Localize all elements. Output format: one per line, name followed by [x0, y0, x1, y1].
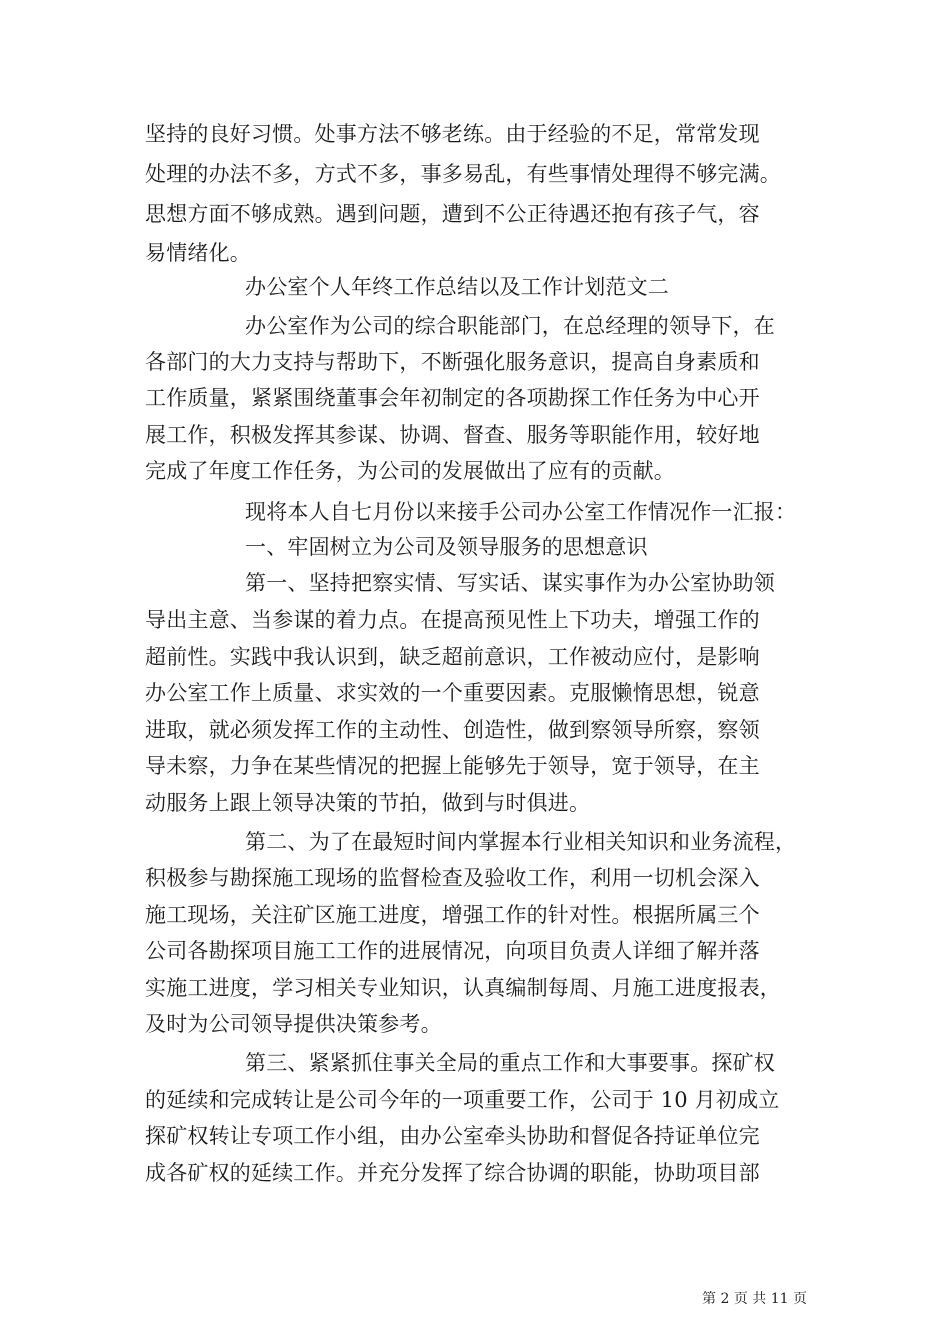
text-line: 各部门的大力支持与帮助下，不断强化服务意识，提高自身素质和 [145, 350, 760, 374]
text-line: 动服务上跟上领导决策的节拍，做到与时俱进。 [145, 791, 591, 815]
text-line: 工作质量，紧紧围绕董事会年初制定的各项勘探工作任务为中心开 [145, 386, 760, 410]
paragraph-start: 第三、紧紧抓住事关全局的重点工作和大事要事。探矿权 [245, 1051, 775, 1075]
text-line: 思想方面不够成熟。遇到问题，遭到不公正待遇还抱有孩子气，容 [145, 202, 760, 226]
text-line: 超前性。实践中我认识到，缺乏超前意识，工作被动应付，是影响 [145, 645, 760, 669]
text-line: 展工作，积极发挥其参谋、协调、督查、服务等职能作用，较好地 [145, 423, 760, 447]
text-line: 办公室工作上质量、求实效的一个重要因素。克服懒惰思想，锐意 [145, 681, 760, 705]
text-line: 进取，就必须发挥工作的主动性、创造性，做到察领导所察，察领 [145, 718, 760, 742]
text-line: 探矿权转让专项工作小组，由办公室牵头协助和督促各持证单位完 [145, 1124, 760, 1148]
text-line: 处理的办法不多，方式不多，事多易乱，有些事情处理得不够完满。 [145, 162, 781, 186]
text-line: 完成了年度工作任务，为公司的发展做出了应有的贡献。 [145, 459, 675, 483]
text-line: 成各矿权的延续工作。并充分发挥了综合协调的职能，协助项目部 [145, 1161, 760, 1185]
page-number: 第 2 页 共 11 页 [702, 1291, 807, 1307]
paragraph-start: 第一、坚持把察实情、写实话、谋实事作为办公室协助领 [245, 571, 775, 595]
text-line: 导未察，力争在某些情况的把握上能够先于领导，宽于领导，在主 [145, 754, 760, 778]
paragraph-start: 第二、为了在最短时间内掌握本行业相关知识和业务流程， [245, 830, 797, 854]
text-line: 的延续和完成转让是公司今年的一项重要工作，公司于 10 月初成立 [145, 1088, 780, 1112]
text-line: 施工现场，关注矿区施工进度，增强工作的针对性。根据所属三个 [145, 903, 760, 927]
text-line: 公司各勘探项目施工工作的进展情况，向项目负责人详细了解并落 [145, 939, 760, 963]
text-line: 坚持的良好习惯。处事方法不够老练。由于经验的不足，常常发现 [145, 122, 760, 146]
text-line: 实施工进度，学习相关专业知识，认真编制每周、月施工进度报表， [145, 976, 781, 1000]
text-line: 导出主意、当参谋的着力点。在提高预见性上下功夫，增强工作的 [145, 608, 760, 632]
text-line: 及时为公司领导提供决策参考。 [145, 1012, 442, 1036]
heading-line: 一、牢固树立为公司及领导服务的思想意识 [245, 535, 648, 559]
paragraph-start: 现将本人自七月份以来接手公司办公室工作情况作一汇报： [245, 500, 797, 524]
section-title: 办公室个人年终工作总结以及工作计划范文二 [245, 275, 669, 299]
paragraph-start: 办公室作为公司的综合职能部门，在总经理的领导下，在 [245, 314, 775, 338]
text-line: 积极参与勘探施工现场的监督检查及验收工作，利用一切机会深入 [145, 866, 760, 890]
text-line: 易情绪化。 [145, 241, 251, 265]
